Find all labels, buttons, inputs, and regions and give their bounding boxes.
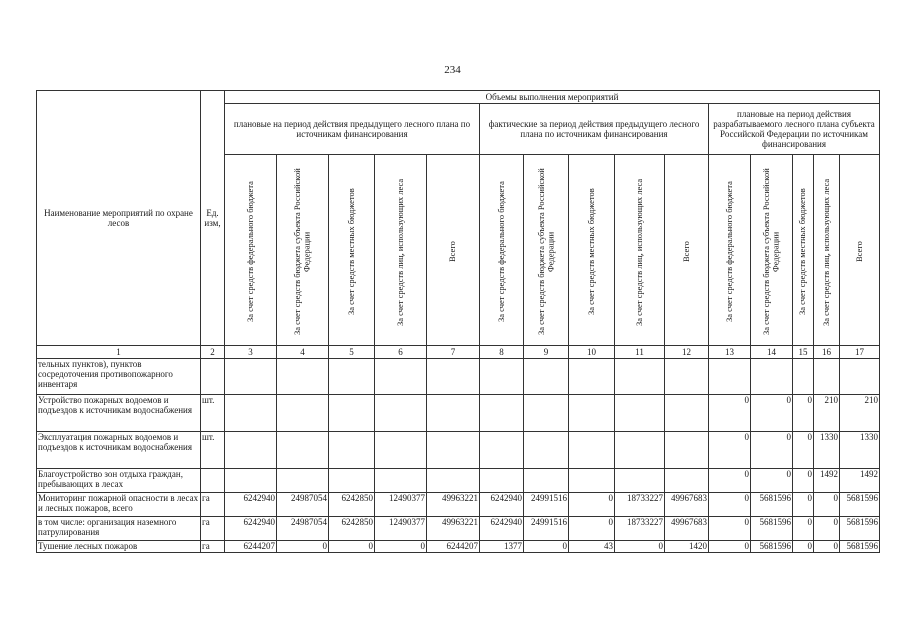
row-name: Устройство пожарных водоемов и подъездов к источникам водоснабжения <box>37 395 201 432</box>
row-value <box>665 395 709 432</box>
column-number: 7 <box>427 346 480 359</box>
header-subcolumn: За счет средств лиц, использующих леса <box>375 155 427 346</box>
table-row <box>37 432 880 469</box>
row-value: 0 <box>277 541 329 553</box>
row-value: 18733227 <box>615 493 665 517</box>
column-number: 12 <box>665 346 709 359</box>
row-value: 49963221 <box>427 493 480 517</box>
row-value <box>329 469 375 493</box>
header-subcolumn: За счет средств бюджета субъекта Российской Федерации <box>524 155 569 346</box>
row-value <box>840 359 880 395</box>
row-value <box>615 395 665 432</box>
header-subcolumn: За счет средств федерального бюджета <box>709 155 751 346</box>
row-value: 0 <box>793 432 814 469</box>
row-value <box>427 469 480 493</box>
row-unit: га <box>201 517 225 541</box>
row-value: 6244207 <box>225 541 277 553</box>
column-number: 11 <box>615 346 665 359</box>
row-value: 210 <box>840 395 880 432</box>
row-value: 0 <box>793 541 814 553</box>
row-value: 1330 <box>840 432 880 469</box>
row-value <box>277 395 329 432</box>
row-value: 0 <box>709 469 751 493</box>
header-name-column: Наименование мероприятий по охране лесов <box>37 91 201 346</box>
row-value: 0 <box>709 541 751 553</box>
table-row <box>37 517 880 541</box>
row-value: 0 <box>793 517 814 541</box>
row-value: 0 <box>709 493 751 517</box>
row-value: 0 <box>793 395 814 432</box>
row-value <box>225 395 277 432</box>
row-value: 6242940 <box>225 493 277 517</box>
row-value: 0 <box>569 493 615 517</box>
row-value <box>329 432 375 469</box>
row-value <box>751 359 793 395</box>
page-number: 234 <box>444 64 461 76</box>
column-number: 14 <box>751 346 793 359</box>
row-value: 1420 <box>665 541 709 553</box>
header-group-planned-previous: плановые на период действия предыдущего лесного плана по источникам финансирования <box>225 104 480 155</box>
row-unit: га <box>201 493 225 517</box>
forest-protection-table <box>36 90 880 553</box>
row-name: Тушение лесных пожаров <box>37 541 201 553</box>
table-row <box>37 541 880 553</box>
row-value: 0 <box>793 493 814 517</box>
row-value: 6244207 <box>427 541 480 553</box>
row-value: 1492 <box>814 469 840 493</box>
row-value <box>569 395 615 432</box>
column-number: 2 <box>201 346 225 359</box>
row-value: 1330 <box>814 432 840 469</box>
row-value: 24987054 <box>277 493 329 517</box>
row-value: 1377 <box>480 541 524 553</box>
row-value <box>427 395 480 432</box>
row-value: 0 <box>709 395 751 432</box>
row-value: 0 <box>751 395 793 432</box>
row-value <box>329 395 375 432</box>
row-value: 6242940 <box>480 493 524 517</box>
column-number: 6 <box>375 346 427 359</box>
row-value: 1492 <box>840 469 880 493</box>
row-value <box>615 359 665 395</box>
row-value: 210 <box>814 395 840 432</box>
row-value <box>427 359 480 395</box>
row-value: 5681596 <box>751 517 793 541</box>
row-value: 43 <box>569 541 615 553</box>
row-value: 0 <box>814 541 840 553</box>
table-row <box>37 493 880 517</box>
row-value <box>524 359 569 395</box>
row-unit: шт. <box>201 395 225 432</box>
row-value: 18733227 <box>615 517 665 541</box>
row-value <box>480 469 524 493</box>
header-volumes-title: Объемы выполнения мероприятий <box>225 91 880 104</box>
row-value <box>277 359 329 395</box>
row-value: 5681596 <box>840 541 880 553</box>
row-unit <box>201 359 225 395</box>
row-value <box>793 359 814 395</box>
row-value: 0 <box>615 541 665 553</box>
row-value <box>480 395 524 432</box>
row-value <box>709 359 751 395</box>
row-value: 5681596 <box>840 493 880 517</box>
column-number: 3 <box>225 346 277 359</box>
row-value <box>225 432 277 469</box>
row-value <box>480 432 524 469</box>
row-value <box>665 469 709 493</box>
row-value <box>329 359 375 395</box>
header-subcolumn: За счет средств лиц, использующих леса <box>814 155 840 346</box>
row-value: 12490377 <box>375 517 427 541</box>
row-value: 24987054 <box>277 517 329 541</box>
row-value <box>615 432 665 469</box>
row-value <box>524 395 569 432</box>
row-value <box>569 359 615 395</box>
header-subcolumn: Всего <box>840 155 880 346</box>
column-number: 1 <box>37 346 201 359</box>
header-subcolumn: За счет средств лиц, использующих леса <box>615 155 665 346</box>
row-value: 24991516 <box>524 493 569 517</box>
row-value <box>524 469 569 493</box>
column-number: 15 <box>793 346 814 359</box>
column-number: 13 <box>709 346 751 359</box>
row-value: 5681596 <box>751 541 793 553</box>
column-number: 17 <box>840 346 880 359</box>
row-value <box>814 359 840 395</box>
row-value: 6242850 <box>329 517 375 541</box>
column-number: 4 <box>277 346 329 359</box>
row-value: 24991516 <box>524 517 569 541</box>
row-value <box>375 432 427 469</box>
row-value: 0 <box>569 517 615 541</box>
header-subcolumn: Всего <box>665 155 709 346</box>
table-row <box>37 469 880 493</box>
column-number: 9 <box>524 346 569 359</box>
header-subcolumn: Всего <box>427 155 480 346</box>
row-value <box>375 469 427 493</box>
table-row <box>37 359 880 395</box>
row-value <box>277 432 329 469</box>
row-value <box>375 359 427 395</box>
row-value: 49967683 <box>665 493 709 517</box>
column-number: 5 <box>329 346 375 359</box>
row-value: 0 <box>375 541 427 553</box>
row-name: Эксплуатация пожарных водоемов и подъездов к источникам водоснабжения <box>37 432 201 469</box>
header-subcolumn: За счет средств местных бюджетов <box>793 155 814 346</box>
row-value <box>277 469 329 493</box>
header-subcolumn: За счет средств бюджета субъекта Российской Федерации <box>751 155 793 346</box>
row-value: 0 <box>814 517 840 541</box>
row-name: Благоустройство зон отдыха граждан, пребывающих в лесах <box>37 469 201 493</box>
row-value <box>524 432 569 469</box>
header-group-planned-new: плановые на период действия разрабатываемого лесного плана субъекта Российской Федерации по источникам финансирования <box>709 104 880 155</box>
row-value: 0 <box>751 432 793 469</box>
row-value: 6242940 <box>225 517 277 541</box>
row-value <box>569 432 615 469</box>
row-value <box>225 469 277 493</box>
row-name: Мониторинг пожарной опасности в лесах и лесных пожаров, всего <box>37 493 201 517</box>
header-group-actual-previous: фактические за период действия предыдущего лесного плана по источникам финансирования <box>480 104 709 155</box>
row-value <box>615 469 665 493</box>
row-name: в том числе: организация наземного патрулирования <box>37 517 201 541</box>
row-name: тельных пунктов), пунктов сосредоточения противопожарного инвентаря <box>37 359 201 395</box>
row-value <box>375 395 427 432</box>
header-unit-column: Ед. изм, <box>201 91 225 346</box>
row-value <box>427 432 480 469</box>
row-value: 0 <box>814 493 840 517</box>
row-unit <box>201 469 225 493</box>
row-value: 12490377 <box>375 493 427 517</box>
row-value <box>665 359 709 395</box>
row-value: 49967683 <box>665 517 709 541</box>
row-value: 0 <box>329 541 375 553</box>
row-value: 0 <box>793 469 814 493</box>
row-value: 6242850 <box>329 493 375 517</box>
header-subcolumn: За счет средств бюджета субъекта Российской Федерации <box>277 155 329 346</box>
row-value: 0 <box>709 517 751 541</box>
column-number: 16 <box>814 346 840 359</box>
table-row <box>37 395 880 432</box>
row-value: 5681596 <box>751 493 793 517</box>
row-value: 6242940 <box>480 517 524 541</box>
row-value <box>480 359 524 395</box>
header-subcolumn: За счет средств федерального бюджета <box>225 155 277 346</box>
row-value: 0 <box>709 432 751 469</box>
row-value <box>225 359 277 395</box>
header-subcolumn: За счет средств местных бюджетов <box>569 155 615 346</box>
row-value <box>665 432 709 469</box>
row-value: 0 <box>751 469 793 493</box>
column-number: 10 <box>569 346 615 359</box>
row-unit: шт. <box>201 432 225 469</box>
column-number: 8 <box>480 346 524 359</box>
row-value: 0 <box>524 541 569 553</box>
header-subcolumn: За счет средств местных бюджетов <box>329 155 375 346</box>
row-unit: га <box>201 541 225 553</box>
row-value <box>569 469 615 493</box>
row-value: 49963221 <box>427 517 480 541</box>
column-number-row <box>37 346 880 359</box>
header-subcolumn: За счет средств федерального бюджета <box>480 155 524 346</box>
row-value: 5681596 <box>840 517 880 541</box>
